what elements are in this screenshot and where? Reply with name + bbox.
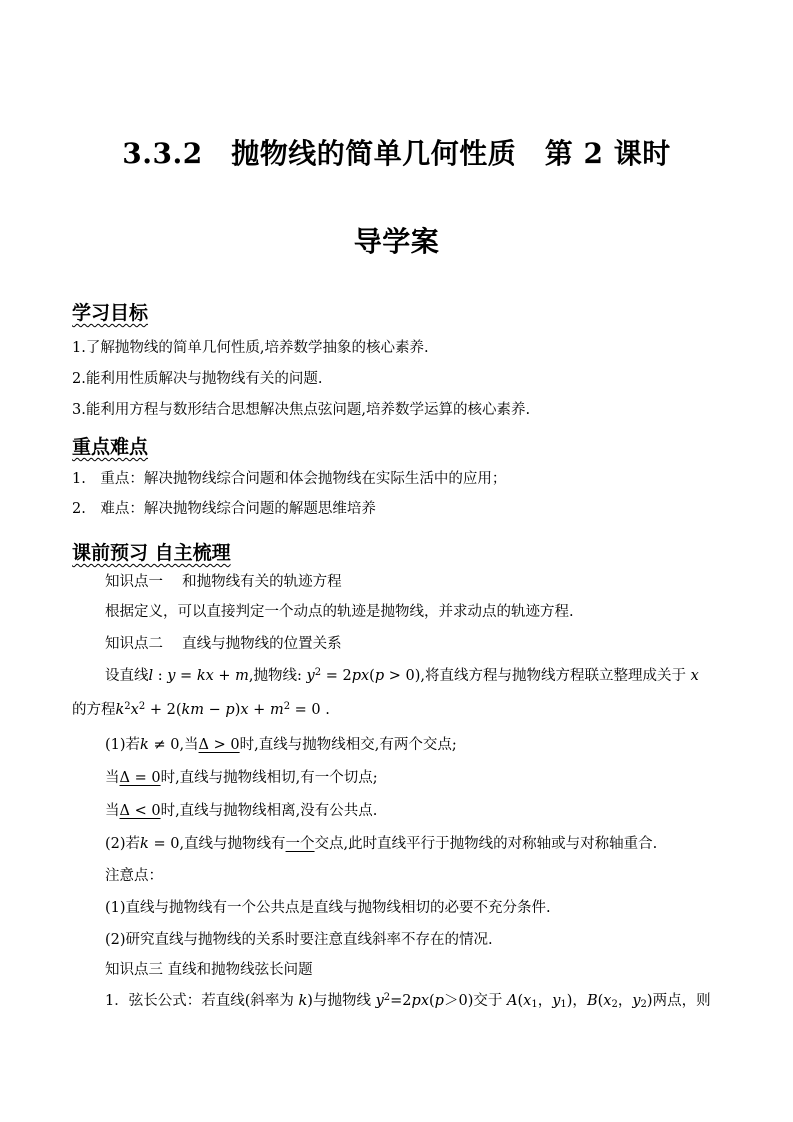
keypoint-item: 1. 重点：解决抛物线综合问题和体会抛物线在实际生活中的应用；	[72, 471, 507, 487]
text-fragment: 交点,此时直线平行于抛物线的对称轴或与对称轴重合.	[314, 836, 658, 852]
underlined-answer: 一个	[285, 836, 315, 852]
text-fragment: 交于	[473, 993, 507, 1009]
objectives-heading: 学习目标	[72, 302, 149, 324]
text-fragment: ,将直线方程与抛物线方程联立整理成关于	[420, 668, 686, 684]
objective-item: 3.能利用方程与数形结合思想解决焦点弦问题,培养数学运算的核心素养.	[72, 402, 531, 418]
line-definition: 设直线l : y = kx + m,抛物线: $y^2 = 2px(p > 0)$,将直线方程与抛物线方程联立整理成关于 x	[105, 667, 699, 684]
text-fragment: 两点，则	[652, 993, 711, 1009]
preview-heading: 课前预习 自主梳理	[72, 542, 231, 564]
objective-item: 2.能利用性质解决与抛物线有关的问题.	[72, 371, 323, 387]
knowledge-point-1-title: 知识点一 和抛物线有关的轨迹方程	[105, 574, 342, 590]
case-separate	[105, 799, 377, 820]
delta-zero: Δ = 0	[119, 770, 161, 786]
case-tangent	[105, 766, 378, 787]
knowledge-point-3-title: 知识点三 直线和抛物线弦长问题	[105, 962, 313, 978]
text-fragment: ,直线与抛物线有	[179, 836, 286, 852]
keypoints-heading: 重点难点	[72, 436, 149, 458]
objective-item: 1.了解抛物线的简单几何性质,培养数学抽象的核心素养.	[72, 340, 429, 356]
text-fragment: (1)若	[105, 737, 141, 753]
text-fragment: 时,直线与抛物线相离,没有公共点.	[160, 803, 378, 819]
note-item: (2)研究直线与抛物线的关系时要注意直线斜率不存在的情况.	[105, 932, 493, 948]
text-fragment: 当	[105, 803, 120, 819]
text-fragment: 设直线	[105, 668, 149, 684]
knowledge-point-2-title: 知识点二 直线与抛物线的位置关系	[105, 636, 342, 652]
text-fragment: ,抛物线:	[248, 668, 302, 684]
text-fragment: (2)若	[105, 836, 141, 852]
text-fragment: 时,直线与抛物线相切,有一个切点;	[160, 770, 378, 786]
formula-line: l	[148, 668, 154, 684]
text-fragment: 1．弦长公式：若直线(斜率为	[105, 993, 299, 1009]
page-subtitle: 导学案	[353, 225, 440, 258]
note-item: (1)直线与抛物线有一个公共点是直线与抛物线相切的必要不充分条件.	[105, 900, 551, 916]
quadratic-equation: 的方程$k^2x^2 + 2(km - p)x + m^2 = 0$ .	[72, 701, 330, 718]
chord-length-formula: 1．弦长公式：若直线(斜率为 k)与抛物线 $y^2=2px(p>0)$交于 $A(x_1$，$y_1$)，$B(x_2$，$y_2$)两点，则	[105, 992, 711, 1010]
text-fragment: 当	[105, 770, 120, 786]
delta-positive: Δ > 0	[198, 737, 240, 753]
formula-parabola: y	[306, 668, 315, 684]
text-fragment: ,当	[179, 737, 199, 753]
knowledge-point-1-text: 根据定义，可以直接判定一个动点的轨迹是抛物线，并求动点的轨迹方程.	[105, 604, 574, 620]
page-title: 3.3.2 抛物线的简单几何性质 第 2 课时	[122, 137, 671, 170]
note-title: 注意点：	[105, 868, 163, 884]
text-fragment: )与抛物线	[307, 993, 376, 1009]
case-intersect: (1)若k ≠ 0,当Δ > 0时,直线与抛物线相交,有两个交点;	[105, 737, 457, 753]
delta-negative: Δ < 0	[119, 803, 161, 819]
text-fragment: 的方程	[72, 702, 116, 718]
keypoint-item: 2. 难点：解决抛物线综合问题的解题思维培养	[72, 501, 376, 517]
case-k-zero: (2)若k = 0,直线与抛物线有一个交点,此时直线平行于抛物线的对称轴或与对称轴重合.	[105, 836, 658, 852]
text-fragment: 时,直线与抛物线相交,有两个交点;	[239, 737, 457, 753]
